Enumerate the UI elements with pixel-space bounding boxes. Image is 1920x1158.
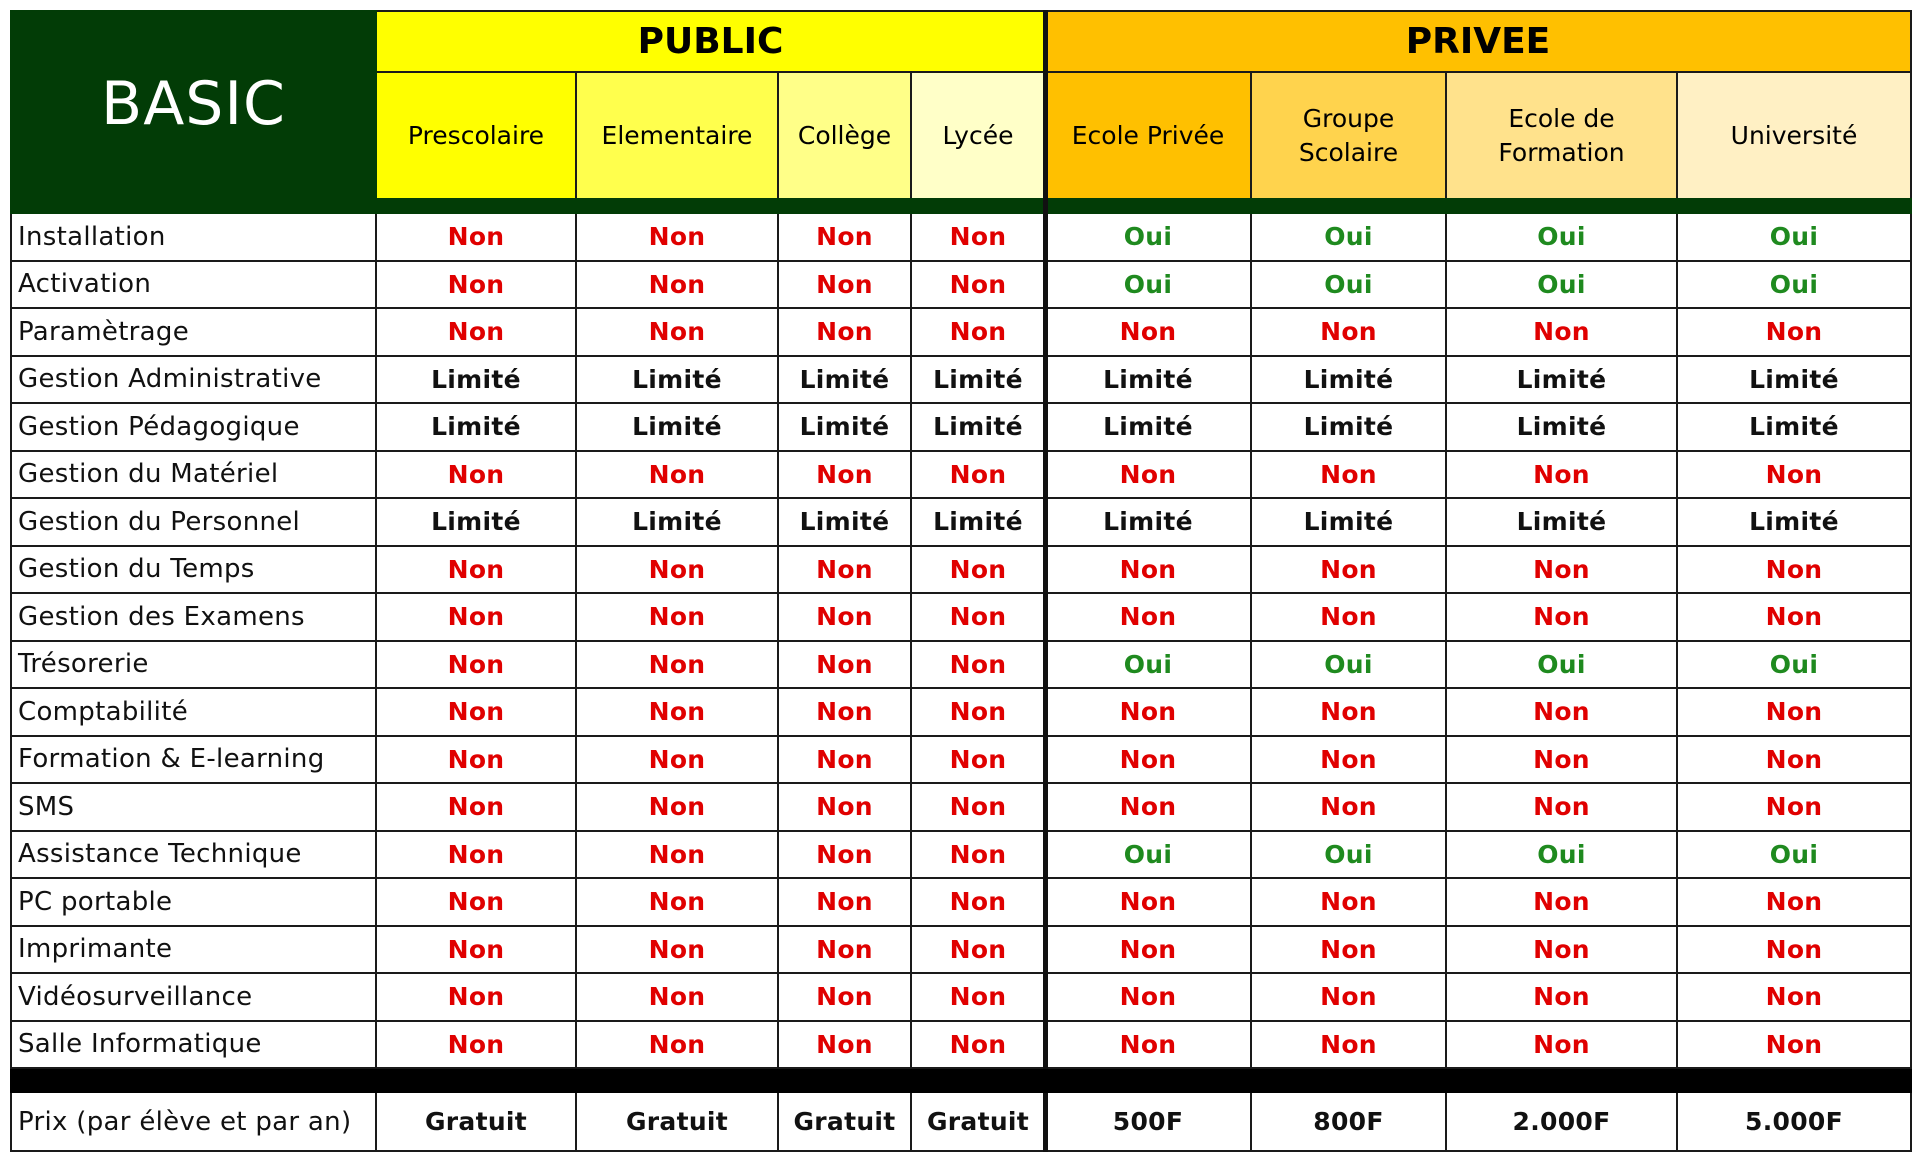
table-cell: Limité (577, 499, 779, 547)
price-cell: Gratuit (577, 1093, 779, 1152)
table-cell: Non (377, 262, 577, 310)
price-cell: Gratuit (377, 1093, 577, 1152)
table-cell: Non (577, 879, 779, 927)
row-label: Gestion des Examens (10, 594, 377, 642)
table-cell: Non (1046, 452, 1252, 500)
table-cell: Oui (1447, 642, 1678, 690)
row-label: PC portable (10, 879, 377, 927)
table-cell: Non (779, 214, 912, 262)
table-cell: Non (377, 737, 577, 785)
public-privee-divider (1043, 1093, 1048, 1152)
group-header-public: PUBLIC (377, 10, 1046, 71)
table-cell: Non (779, 1022, 912, 1070)
table-cell: Non (1447, 974, 1678, 1022)
row-label: Comptabilité (10, 689, 377, 737)
table-cell: Non (912, 927, 1046, 975)
table-cell: Oui (1447, 214, 1678, 262)
corner-basic-label: BASIC (10, 10, 377, 198)
table-cell: Non (912, 737, 1046, 785)
table-cell: Limité (1252, 404, 1447, 452)
public-privee-divider (1043, 10, 1048, 1069)
column-header: Groupe Scolaire (1252, 71, 1447, 198)
table-cell: Limité (1678, 404, 1912, 452)
table-cell: Limité (1046, 404, 1252, 452)
table-cell: Limité (577, 357, 779, 405)
table-cell: Limité (1447, 357, 1678, 405)
table-cell: Non (912, 214, 1046, 262)
table-cell: Non (577, 547, 779, 595)
table-cell: Limité (577, 404, 779, 452)
table-cell: Non (377, 784, 577, 832)
table-cell: Oui (1678, 642, 1912, 690)
table-cell: Non (577, 642, 779, 690)
table-cell: Oui (1046, 262, 1252, 310)
table-cell: Non (1252, 547, 1447, 595)
table-cell: Oui (1046, 214, 1252, 262)
table-cell: Non (1046, 784, 1252, 832)
column-header: Ecole de Formation (1447, 71, 1678, 198)
pricing-comparison-table (10, 10, 1912, 1150)
row-label: Gestion Pédagogique (10, 404, 377, 452)
column-header: Lycée (912, 71, 1046, 198)
row-label: Imprimante (10, 927, 377, 975)
table-cell: Non (577, 689, 779, 737)
table-cell: Non (779, 262, 912, 310)
table-cell: Non (1447, 879, 1678, 927)
table-cell: Non (377, 642, 577, 690)
price-cell: 500F (1046, 1093, 1252, 1152)
table-cell: Non (912, 642, 1046, 690)
table-cell: Non (1252, 689, 1447, 737)
table-cell: Limité (1447, 499, 1678, 547)
table-cell: Non (577, 832, 779, 880)
table-cell: Limité (912, 499, 1046, 547)
table-cell: Non (1046, 974, 1252, 1022)
row-label: Gestion du Matériel (10, 452, 377, 500)
table-cell: Non (577, 784, 779, 832)
header-divider-band (10, 198, 1912, 214)
row-label: Formation & E-learning (10, 737, 377, 785)
table-cell: Non (1678, 927, 1912, 975)
table-cell: Non (1447, 1022, 1678, 1070)
table-cell: Non (779, 689, 912, 737)
table-cell: Non (779, 879, 912, 927)
table-cell: Non (779, 309, 912, 357)
table-cell: Non (1678, 452, 1912, 500)
table-cell: Oui (1447, 262, 1678, 310)
table-cell: Non (1678, 784, 1912, 832)
table-cell: Oui (1046, 642, 1252, 690)
price-cell: 800F (1252, 1093, 1447, 1152)
table-cell: Non (377, 594, 577, 642)
table-cell: Non (1046, 309, 1252, 357)
column-header: Collège (779, 71, 912, 198)
table-cell: Non (1678, 974, 1912, 1022)
table-cell: Non (1252, 784, 1447, 832)
table-cell: Limité (779, 357, 912, 405)
table-cell: Oui (1252, 642, 1447, 690)
table-cell: Non (377, 974, 577, 1022)
table-cell: Non (1447, 927, 1678, 975)
row-label: Trésorerie (10, 642, 377, 690)
table-cell: Non (577, 309, 779, 357)
table-cell: Non (577, 1022, 779, 1070)
table-cell: Non (577, 214, 779, 262)
table-cell: Limité (377, 357, 577, 405)
table-cell: Oui (1678, 262, 1912, 310)
table-cell: Non (779, 594, 912, 642)
table-cell: Non (912, 547, 1046, 595)
table-cell: Non (577, 927, 779, 975)
table-cell: Non (912, 1022, 1046, 1070)
group-header-privee: PRIVEE (1046, 10, 1912, 71)
table-cell: Oui (1678, 214, 1912, 262)
table-cell: Non (1678, 547, 1912, 595)
table-cell: Limité (1046, 357, 1252, 405)
table-cell: Non (1447, 737, 1678, 785)
table-cell: Non (912, 262, 1046, 310)
table-cell: Non (1678, 594, 1912, 642)
table-cell: Non (1252, 879, 1447, 927)
table-cell: Non (779, 784, 912, 832)
table-cell: Non (377, 309, 577, 357)
table-cell: Oui (1252, 832, 1447, 880)
table-cell: Non (1678, 689, 1912, 737)
table-cell: Non (577, 974, 779, 1022)
table-cell: Non (1252, 927, 1447, 975)
table-cell: Non (1447, 309, 1678, 357)
table-cell: Non (1252, 737, 1447, 785)
column-header: Elementaire (577, 71, 779, 198)
column-header: Prescolaire (377, 71, 577, 198)
table-cell: Non (377, 879, 577, 927)
table-cell: Non (779, 547, 912, 595)
table-cell: Non (577, 737, 779, 785)
table-cell: Non (1678, 309, 1912, 357)
table-cell: Oui (1046, 832, 1252, 880)
table-cell: Non (1447, 689, 1678, 737)
row-label: Gestion du Temps (10, 547, 377, 595)
table-cell: Non (1447, 784, 1678, 832)
table-cell: Non (779, 927, 912, 975)
table-cell: Non (912, 689, 1046, 737)
table-cell: Non (912, 452, 1046, 500)
table-cell: Non (1678, 737, 1912, 785)
row-label: Assistance Technique (10, 832, 377, 880)
table-cell: Non (377, 452, 577, 500)
table-cell: Non (577, 594, 779, 642)
table-cell: Non (377, 214, 577, 262)
table-cell: Limité (912, 404, 1046, 452)
table-cell: Non (912, 594, 1046, 642)
table-cell: Non (779, 737, 912, 785)
row-label: Salle Informatique (10, 1022, 377, 1070)
table-cell: Non (1447, 547, 1678, 595)
price-cell: 2.000F (1447, 1093, 1678, 1152)
table-cell: Non (1046, 547, 1252, 595)
table-cell: Non (1252, 594, 1447, 642)
table-cell: Non (1252, 309, 1447, 357)
table-cell: Non (377, 1022, 577, 1070)
table-cell: Non (1447, 594, 1678, 642)
table-cell: Non (1252, 974, 1447, 1022)
price-cell: 5.000F (1678, 1093, 1912, 1152)
row-label: Gestion du Personnel (10, 499, 377, 547)
table-cell: Non (377, 927, 577, 975)
table-cell: Non (377, 832, 577, 880)
table-cell: Non (779, 832, 912, 880)
table-cell: Oui (1678, 832, 1912, 880)
table-cell: Non (912, 879, 1046, 927)
column-header: Université (1678, 71, 1912, 198)
table-cell: Limité (1046, 499, 1252, 547)
table-cell: Non (1678, 879, 1912, 927)
table-cell: Non (912, 832, 1046, 880)
table-cell: Non (1046, 927, 1252, 975)
row-label: SMS (10, 784, 377, 832)
table-cell: Non (577, 262, 779, 310)
row-label: Gestion Administrative (10, 357, 377, 405)
table-cell: Non (912, 784, 1046, 832)
table-cell: Non (1046, 879, 1252, 927)
table-cell: Limité (1252, 499, 1447, 547)
table-cell: Oui (1252, 214, 1447, 262)
table-cell: Non (377, 547, 577, 595)
table-cell: Non (1678, 1022, 1912, 1070)
table-cell: Non (1046, 594, 1252, 642)
row-label: Paramètrage (10, 309, 377, 357)
table-cell: Non (1252, 1022, 1447, 1070)
table-cell: Limité (912, 357, 1046, 405)
table-cell: Limité (1252, 357, 1447, 405)
table-cell: Limité (779, 499, 912, 547)
table-cell: Non (1046, 1022, 1252, 1070)
table-cell: Non (1046, 737, 1252, 785)
table-cell: Limité (377, 404, 577, 452)
price-cell: Gratuit (779, 1093, 912, 1152)
table-cell: Limité (779, 404, 912, 452)
table-cell: Non (377, 689, 577, 737)
table-cell: Non (1447, 452, 1678, 500)
row-label: Installation (10, 214, 377, 262)
row-label: Vidéosurveillance (10, 974, 377, 1022)
table-cell: Limité (1447, 404, 1678, 452)
table-cell: Limité (1678, 499, 1912, 547)
price-row-label: Prix (par élève et par an) (10, 1093, 377, 1152)
table-cell: Non (779, 452, 912, 500)
table-cell: Limité (377, 499, 577, 547)
table-cell: Non (577, 452, 779, 500)
price-cell: Gratuit (912, 1093, 1046, 1152)
table-cell: Non (779, 974, 912, 1022)
table-cell: Limité (1678, 357, 1912, 405)
table-cell: Oui (1447, 832, 1678, 880)
table-cell: Non (912, 309, 1046, 357)
table-cell: Non (912, 974, 1046, 1022)
table-cell: Oui (1252, 262, 1447, 310)
row-label: Activation (10, 262, 377, 310)
price-divider-band (10, 1069, 1912, 1093)
table-cell: Non (779, 642, 912, 690)
table-cell: Non (1252, 452, 1447, 500)
table-cell: Non (1046, 689, 1252, 737)
column-header: Ecole Privée (1046, 71, 1252, 198)
